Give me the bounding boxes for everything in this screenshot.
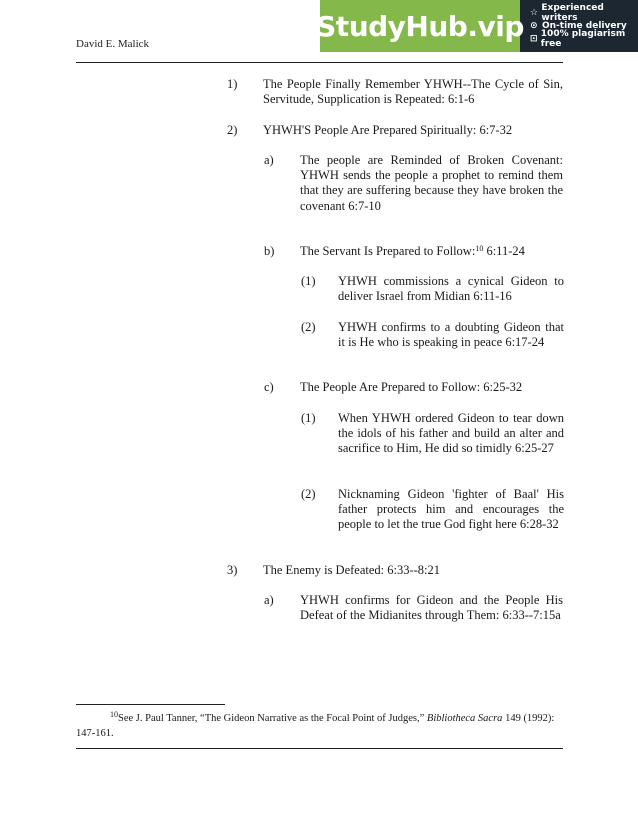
outline-text: When YHWH ordered Gideon to tear down the idols of his father and build an alter and sacrifice to Him, He did so timidly 6:25-27: [338, 411, 564, 456]
shield-icon: ⊡: [530, 33, 538, 44]
footnote-text: See J. Paul Tanner, “The Gideon Narrative as the Focal Point of Judges,”: [118, 713, 427, 724]
outline-text: The People Finally Remember YHWH--The Cycle of Sin, Servitude, Supplication is Repeated: 6:1-6: [263, 77, 563, 107]
footnote-marker: 10: [110, 710, 118, 719]
outline-number: 3): [227, 563, 238, 577]
clock-icon: ⊙: [530, 20, 538, 31]
star-icon: ☆: [530, 7, 539, 18]
footnote-separator: [76, 704, 225, 705]
outline-number: c): [264, 380, 274, 394]
header-rule: [76, 62, 563, 63]
footnote-reference[interactable]: 10: [475, 244, 484, 253]
outline-number: 1): [227, 77, 238, 91]
outline-text: Nicknaming Gideon 'fighter of Baal' His father protects him and encourages the people to let the true God fight here 6:28-32: [338, 487, 564, 532]
running-header-author: David E. Malick: [76, 38, 150, 50]
footnote: [76, 711, 563, 741]
banner-feature-text: 100% plagiarism free: [540, 28, 626, 49]
footnote-journal-title: Bibliotheca Sacra: [426, 713, 503, 724]
outline-text: The People Are Prepared to Follow: 6:25-32: [300, 380, 523, 394]
banner-feature-text: Experienced writers: [541, 2, 604, 23]
outline-number: a): [264, 593, 274, 607]
outline-text: [300, 244, 563, 259]
outline-text: The Enemy is Defeated: 6:33--8:21: [263, 563, 441, 577]
banner-feature-list: [520, 0, 638, 52]
footer-rule: [76, 748, 563, 749]
outline-text: The people are Reminded of Broken Covenant: YHWH sends the people a prophet to remind them that they are suffering because they have broken the covenant 6:7-10: [300, 153, 563, 213]
outline-number: (1): [301, 411, 316, 425]
studyhub-logo[interactable]: StudyHub.vip: [320, 0, 520, 52]
outline-number: (1): [301, 274, 316, 288]
outline-number: 2): [227, 123, 238, 137]
outline-number: b): [264, 244, 275, 258]
outline-text-ref: 6:11-24: [483, 244, 525, 258]
outline-text: YHWH commissions a cynical Gideon to deliver Israel from Midian 6:11-16: [338, 274, 564, 304]
outline-number: (2): [301, 320, 316, 334]
outline-number: (2): [301, 487, 316, 501]
banner-feature: [530, 2, 638, 23]
ad-banner[interactable]: [316, 0, 638, 52]
banner-feature: [530, 28, 638, 49]
outline-text: YHWH confirms to a doubting Gideon that it is He who is speaking in peace 6:17-24: [338, 320, 564, 350]
footnote-citation: 149 (1992): 147-161.: [76, 713, 555, 739]
outline-number: a): [264, 153, 274, 167]
outline-text: YHWH'S People Are Prepared Spiritually: 6:7-32: [263, 123, 513, 137]
banner-feature-text: On-time delivery: [542, 20, 627, 31]
outline-text: YHWH confirms for Gideon and the People His Defeat of the Midianites through Them: 6:33--7:15a: [300, 593, 563, 623]
outline-text-main: The Servant Is Prepared to Follow:: [300, 244, 476, 258]
